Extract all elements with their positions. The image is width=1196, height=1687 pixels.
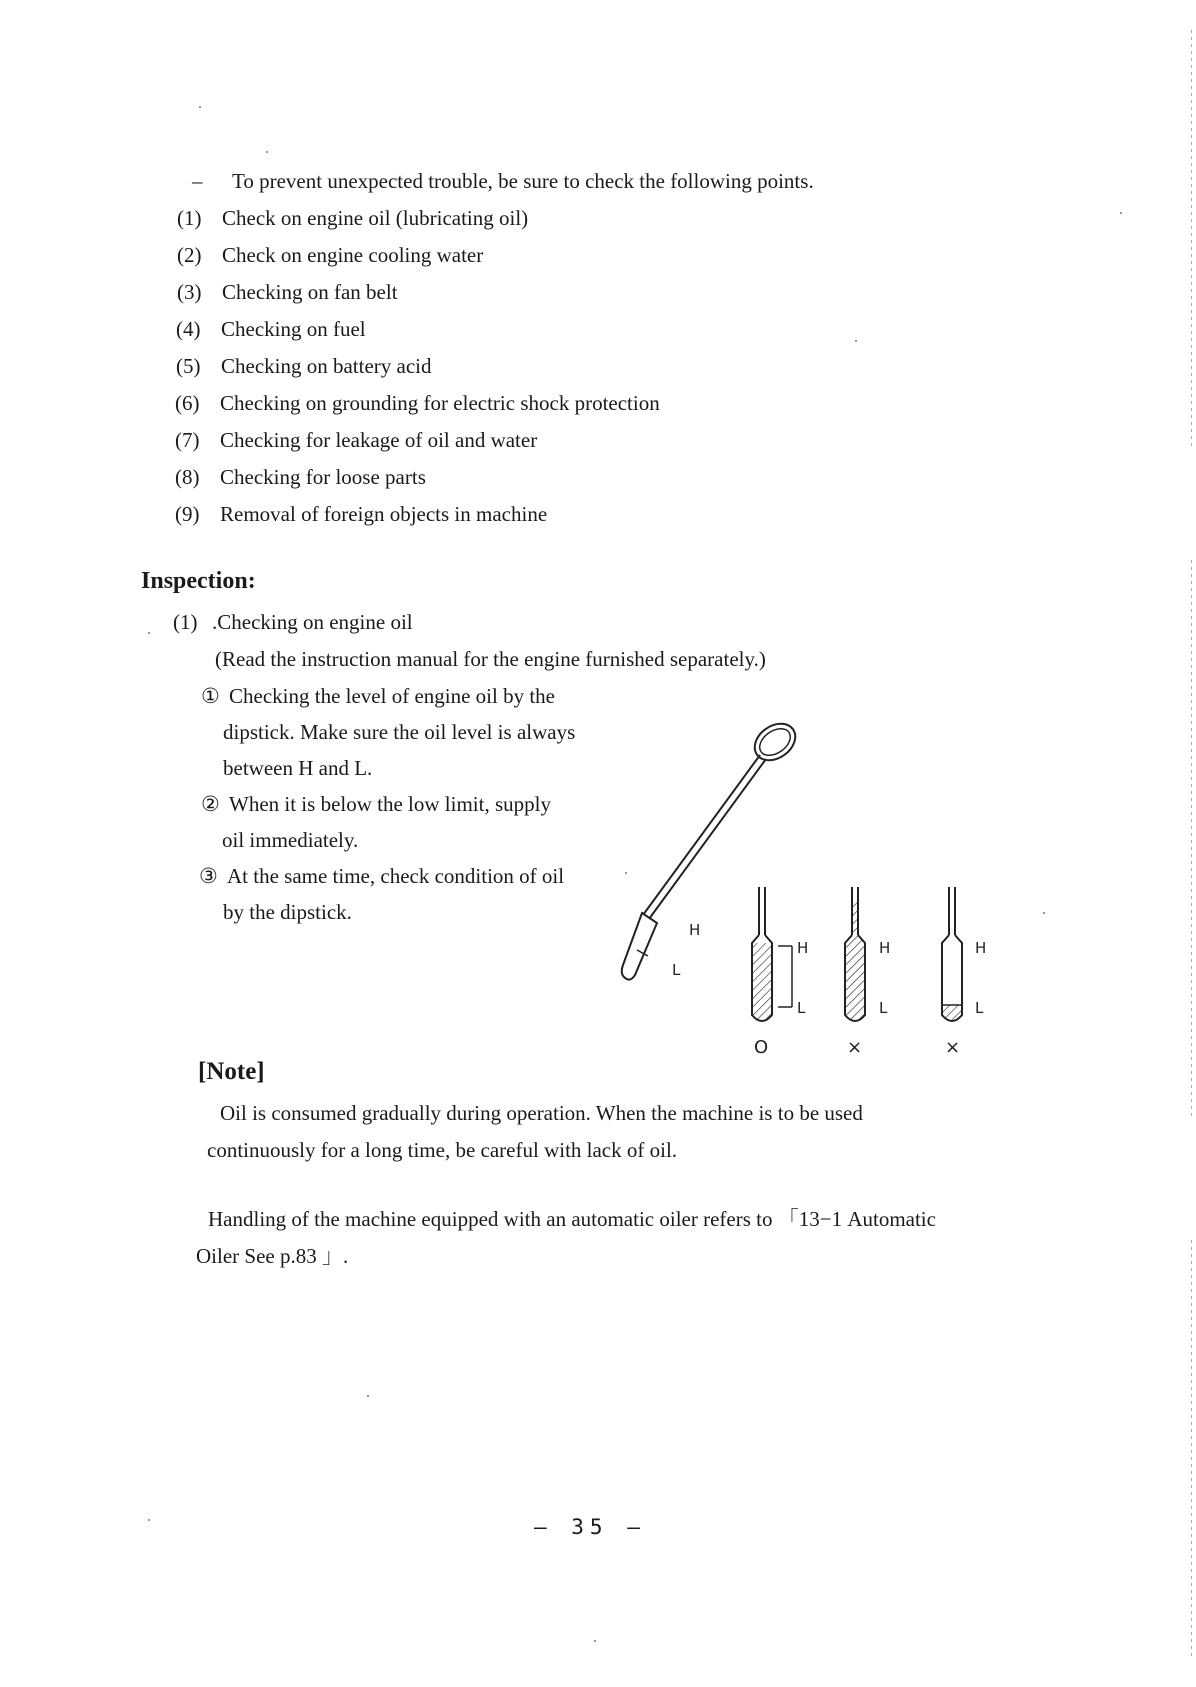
list-item-text: Checking for loose parts [220,465,426,489]
list-item-number: (4) [176,317,201,341]
step-1-mark: ① [201,684,220,708]
ng-mark-low: × [945,1037,961,1058]
dipstick-label-h: H [689,921,701,939]
scan-speck [625,872,627,874]
list-item-number: (1) [177,206,202,230]
intro-dash: – [192,169,203,193]
page-number: – 35 – [534,1515,646,1539]
scan-speck [1043,912,1045,914]
list-item-number: (7) [175,428,200,452]
scan-speck [148,1519,150,1521]
list-item-number: (6) [175,391,200,415]
scan-speck [594,1640,596,1642]
ok-mark: O [754,1037,769,1058]
step-2-line1: When it is below the low limit, supply [229,792,551,816]
overfilled-label-h: H [879,939,891,957]
list-item-text: Removal of foreign objects in machine [220,502,548,526]
list-item-text: Checking on fan belt [222,280,398,304]
scan-edge [1191,1240,1192,1660]
step-1-line2: dipstick. Make sure the oil level is always [223,720,576,744]
scan-speck [199,106,201,108]
scan-speck [148,632,150,634]
note-line-2: continuously for a long time, be careful with lack of oil. [207,1138,678,1162]
list-item-number: (2) [177,243,202,267]
overfilled-label-l: L [879,999,888,1017]
list-item-text: Checking on grounding for electric shock protection [220,391,660,415]
reference-line-2: Oiler See p.83 」. [196,1244,349,1268]
step-3-mark: ③ [199,864,218,888]
dipstick-overfilled-level [845,887,865,1021]
list-item-number: (3) [177,280,202,304]
scan-speck [266,151,268,153]
list-item-text: Checking on fuel [221,317,366,341]
list-item-text: Checking for leakage of oil and water [220,428,538,452]
step-1-line1: Checking the level of engine oil by the [229,684,555,708]
list-item-text: Checking on battery acid [221,354,432,378]
step-1 [201,683,555,709]
step-3 [199,863,564,889]
list-item-number: (8) [175,465,200,489]
inspection-item-title: .Checking on engine oil [212,610,413,634]
step-1-line3: between H and L. [223,756,373,780]
scan-speck [855,340,857,342]
scan-edge [1191,30,1192,450]
low-label-h: H [975,939,987,957]
list-item-number: (9) [175,502,200,526]
correct-label-l: L [797,999,806,1017]
inspection-heading: Inspection: [141,568,256,594]
scan-speck [1120,212,1122,214]
list-item-number: (5) [176,354,201,378]
step-3-line1: At the same time, check condition of oil [227,864,565,888]
step-3-line2: by the dipstick. [223,900,352,924]
scan-edge [1191,560,1192,1120]
dipstick-illustration [622,716,802,979]
list-item-text: Check on engine cooling water [222,243,484,267]
scan-speck [367,1395,369,1397]
list-item-text: Check on engine oil (lubricating oil) [222,206,529,230]
low-label-l: L [975,999,984,1017]
reference-line-1: Handling of the machine equipped with an automatic oiler refers to 「13−1 Automatic [208,1207,936,1231]
dipstick-label-l: L [672,961,681,979]
inspection-item-number: (1) [173,610,198,634]
dipstick-figure [620,715,1000,1065]
step-2-mark: ② [201,792,220,816]
step-2 [201,791,551,817]
step-2-line2: oil immediately. [222,828,359,852]
dipstick-correct-level [752,887,792,1021]
dipstick-low-level [942,887,962,1021]
correct-label-h: H [797,939,809,957]
ng-mark-overfilled: × [847,1037,863,1058]
intro-text: To prevent unexpected trouble, be sure to check the following points. [232,169,814,193]
inspection-item-note: (Read the instruction manual for the engine furnished separately.) [215,647,766,671]
note-line-1: Oil is consumed gradually during operation. When the machine is to be used [220,1101,863,1125]
note-title: [Note] [198,1058,265,1085]
